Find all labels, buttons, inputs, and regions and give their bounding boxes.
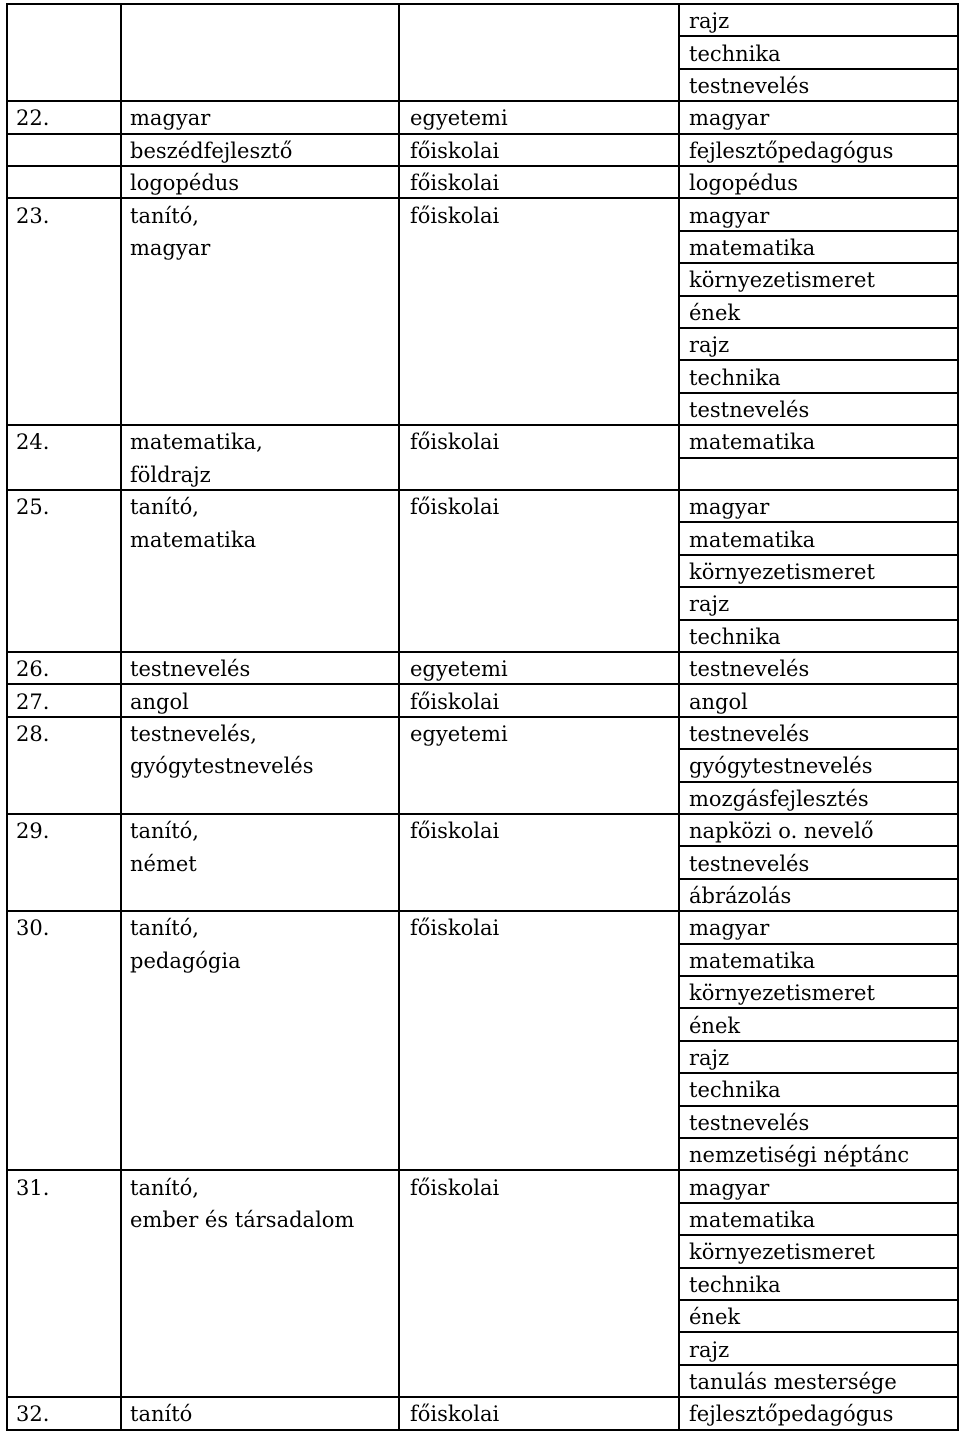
subject-divider xyxy=(678,781,959,783)
row-divider xyxy=(6,716,959,718)
qualification-text: tanító, xyxy=(130,495,199,520)
subject-divider xyxy=(678,975,959,977)
education-level: főiskolai xyxy=(410,430,500,455)
subject-divider xyxy=(678,1234,959,1236)
subject-text: testnevelés xyxy=(689,398,810,422)
qualification-text: német xyxy=(130,851,197,876)
row-number: 23. xyxy=(16,203,50,228)
subject-text: napközi o. nevelő xyxy=(689,819,874,844)
subject-text: magyar xyxy=(689,106,770,131)
qualification-text: tanító, xyxy=(130,1175,199,1200)
subject-text: magyar xyxy=(689,495,770,520)
qualification-text: tanító, xyxy=(130,916,199,941)
subject-text: mozgásfejlesztés xyxy=(689,786,869,811)
subject-divider xyxy=(678,878,959,880)
subject-text: nemzetiségi néptánc xyxy=(689,1143,910,1168)
row-divider xyxy=(6,489,959,491)
subject-divider xyxy=(678,845,959,847)
row-number: 24. xyxy=(16,430,50,455)
row-divider xyxy=(6,910,959,912)
subject-text: rajz xyxy=(689,1337,730,1362)
subject-divider xyxy=(678,1105,959,1107)
table-left-border xyxy=(6,3,8,1431)
subject-divider xyxy=(678,619,959,621)
subject-text: környezetismeret xyxy=(689,268,875,293)
subject-divider xyxy=(678,262,959,264)
subject-divider xyxy=(678,392,959,394)
subject-text: ének xyxy=(689,300,741,325)
subject-text: gyógytestnevelés xyxy=(689,754,873,779)
subject-text: technika xyxy=(689,624,781,649)
qualification-text: tanító, xyxy=(130,203,199,228)
subject-divider xyxy=(678,521,959,523)
subject-text: technika xyxy=(689,365,781,390)
education-level: főiskolai xyxy=(410,916,500,941)
subject-divider xyxy=(678,1267,959,1269)
subject-divider xyxy=(678,748,959,750)
education-level: főiskolai xyxy=(410,495,500,520)
education-level: főiskolai xyxy=(410,138,500,163)
column-divider xyxy=(678,3,680,1431)
education-level: főiskolai xyxy=(410,171,500,196)
column-divider xyxy=(120,3,122,1431)
subject-divider xyxy=(678,1331,959,1333)
subject-text: matematika xyxy=(689,948,816,973)
subject-text: testnevelés xyxy=(689,74,810,98)
row-divider xyxy=(6,651,959,653)
row-divider xyxy=(6,197,959,199)
subject-text: ének xyxy=(689,1305,741,1330)
subject-text: rajz xyxy=(689,1046,730,1070)
subject-text: testnevelés xyxy=(689,657,810,682)
row-number: 22. xyxy=(16,106,50,131)
subject-text: környezetismeret xyxy=(689,560,875,584)
education-level: egyetemi xyxy=(410,657,508,682)
qualification-text: tanító xyxy=(130,1402,193,1427)
education-level: főiskolai xyxy=(410,689,500,714)
qualification-text: beszédfejlesztő xyxy=(130,138,293,163)
qualification-text: ember és társadalom xyxy=(130,1208,355,1232)
subject-divider xyxy=(678,1299,959,1301)
row-divider xyxy=(6,683,959,685)
qualification-text: gyógytestnevelés xyxy=(130,754,314,779)
row-divider xyxy=(6,133,959,135)
row-number: 31. xyxy=(16,1175,50,1200)
subject-text: matematika xyxy=(689,1208,816,1232)
education-level: főiskolai xyxy=(410,819,500,844)
row-divider xyxy=(6,3,959,5)
row-divider xyxy=(6,100,959,102)
row-number: 28. xyxy=(16,722,50,746)
column-divider xyxy=(398,3,400,1431)
subject-divider xyxy=(678,327,959,329)
subject-divider xyxy=(678,1202,959,1204)
subject-text: fejlesztőpedagógus xyxy=(689,138,894,163)
subject-text: ének xyxy=(689,1013,741,1038)
subject-divider xyxy=(678,943,959,945)
education-level: főiskolai xyxy=(410,203,500,228)
subject-text: magyar xyxy=(689,1175,770,1200)
subject-text: matematika xyxy=(689,527,816,552)
row-number: 26. xyxy=(16,657,50,682)
row-divider xyxy=(6,1169,959,1171)
subject-text: környezetismeret xyxy=(689,981,875,1006)
subject-divider xyxy=(678,230,959,232)
subject-text: fejlesztőpedagógus xyxy=(689,1402,894,1427)
subject-divider xyxy=(678,1007,959,1009)
table-right-border xyxy=(957,3,959,1431)
row-number: 29. xyxy=(16,819,50,844)
subject-divider xyxy=(678,457,959,459)
row-number: 32. xyxy=(16,1402,50,1427)
subject-text: magyar xyxy=(689,916,770,941)
subject-text: testnevelés xyxy=(689,722,810,746)
qualification-text: pedagógia xyxy=(130,948,241,973)
subject-divider xyxy=(678,1072,959,1074)
qualification-text: matematika xyxy=(130,527,257,552)
qualification-text: logopédus xyxy=(130,171,240,196)
education-level: egyetemi xyxy=(410,722,508,746)
subject-text: technika xyxy=(689,1078,781,1103)
subject-text: angol xyxy=(689,689,748,714)
qualification-text: tanító, xyxy=(130,819,199,844)
subject-text: rajz xyxy=(689,592,730,617)
education-level: főiskolai xyxy=(410,1175,500,1200)
subject-divider xyxy=(678,1137,959,1139)
qualification-text: földrajz xyxy=(130,462,211,487)
subject-divider xyxy=(678,35,959,37)
subject-text: matematika xyxy=(689,430,816,455)
subject-divider xyxy=(678,586,959,588)
qualification-text: magyar xyxy=(130,236,211,260)
subject-divider xyxy=(678,295,959,297)
row-divider xyxy=(6,165,959,167)
subject-text: rajz xyxy=(689,9,730,34)
qualification-text: angol xyxy=(130,689,189,714)
row-divider xyxy=(6,424,959,426)
row-divider xyxy=(6,1396,959,1398)
subject-text: testnevelés xyxy=(689,851,810,876)
row-divider xyxy=(6,813,959,815)
subject-divider xyxy=(678,68,959,70)
subject-text: ábrázolás xyxy=(689,884,792,908)
subject-text: logopédus xyxy=(689,171,799,196)
qualification-text: testnevelés xyxy=(130,657,251,682)
subject-text: technika xyxy=(689,1272,781,1297)
row-number: 30. xyxy=(16,916,50,941)
education-level: egyetemi xyxy=(410,106,508,131)
subject-text: magyar xyxy=(689,203,770,228)
subject-divider xyxy=(678,359,959,361)
education-level: főiskolai xyxy=(410,1402,500,1427)
subject-text: környezetismeret xyxy=(689,1240,875,1265)
subject-text: rajz xyxy=(689,333,730,358)
row-number: 27. xyxy=(16,689,50,714)
subject-text: matematika xyxy=(689,236,816,260)
row-number: 25. xyxy=(16,495,50,520)
table-bottom-border xyxy=(6,1429,959,1431)
qualification-text: matematika, xyxy=(130,430,263,455)
subject-divider xyxy=(678,1040,959,1042)
subject-text: testnevelés xyxy=(689,1110,810,1135)
qualification-text: magyar xyxy=(130,106,211,131)
subject-text: technika xyxy=(689,41,781,66)
subject-divider xyxy=(678,1364,959,1366)
subject-text: tanulás mestersége xyxy=(689,1370,897,1394)
subject-divider xyxy=(678,554,959,556)
qualification-text: testnevelés, xyxy=(130,722,257,746)
